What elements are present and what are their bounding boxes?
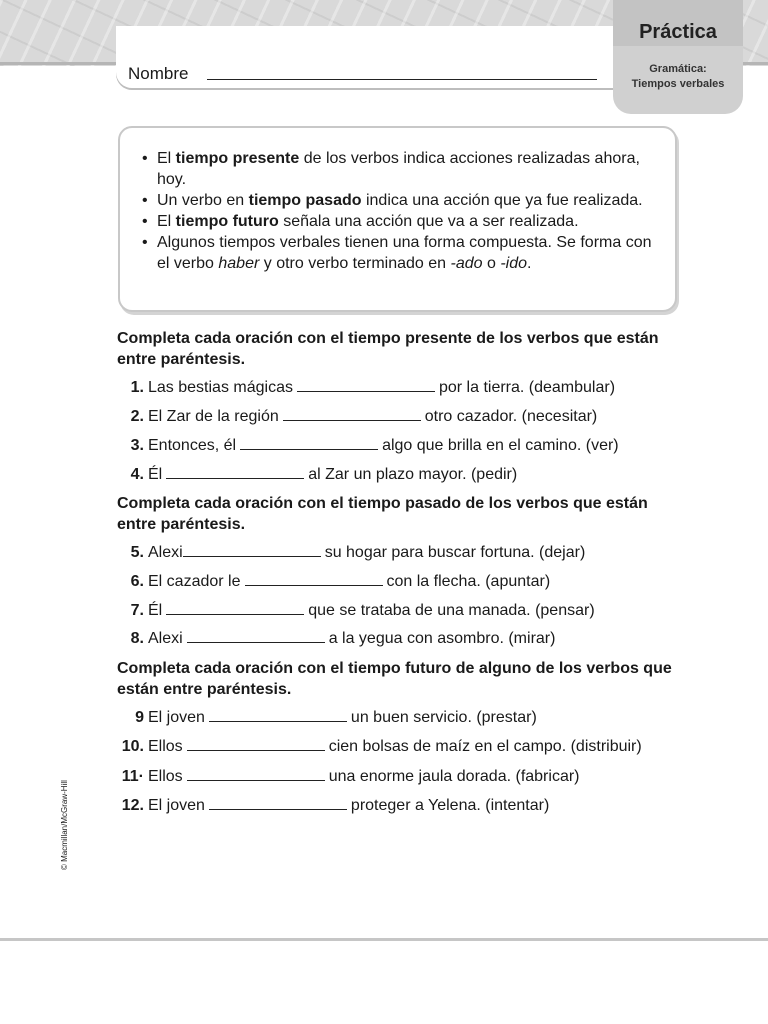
exercise-10: 10. Ellos cien bolsas de maíz en el campo. (distribuir) [121,738,642,755]
exercise-12: 12. El joven proteger a Yelena. (intentar) [121,797,550,814]
answer-blank[interactable] [187,749,325,751]
exercise-9: 9 El joven un buen servicio. (prestar) [135,709,537,726]
exercise-8: 8. Alexi a la yegua con asombro. (mirar) [130,630,556,647]
exercise-3: 3. Entonces, él algo que brilla en el camino. (ver) [130,437,619,454]
answer-blank[interactable] [183,555,321,557]
tab-title: Práctica [613,0,743,46]
name-field-line[interactable] [207,79,597,80]
name-label: Nombre [128,64,189,83]
bullet-compound: • Algunos tiempos verbales tienen una forma compuesta. Se forma con el verbo haber y otro verbo terminado en -ado o -ido. [142,232,662,274]
bullet-future: • El tiempo futuro señala una acción que va a ser realizada. [142,211,662,232]
tab-subtitle [613,62,743,92]
answer-blank[interactable] [166,477,304,479]
tab-subtitle-line1: Gramática: [649,63,707,75]
copyright-notice: © Macmillan/McGraw-Hill [60,780,69,870]
practice-tab [613,0,743,114]
answer-blank[interactable] [209,720,347,722]
answer-blank[interactable] [209,808,347,810]
answer-blank[interactable] [283,419,421,421]
grammar-bullets [142,148,662,274]
exercise-6: 6. El cazador le con la flecha. (apuntar) [130,573,551,590]
answer-blank[interactable] [187,779,325,781]
exercise-1: 1. Las bestias mágicas por la tierra. (deambular) [130,379,616,396]
answer-blank[interactable] [297,390,435,392]
answer-blank[interactable] [240,448,378,450]
bullet-present: • El tiempo presente de los verbos indica acciones realizadas ahora, hoy. [142,148,662,190]
answer-blank[interactable] [187,641,325,643]
answer-blank[interactable] [166,613,304,615]
answer-blank[interactable] [245,584,383,586]
exercise-2: 2. El Zar de la región otro cazador. (necesitar) [130,408,598,425]
section-heading-past: Completa cada oración con el tiempo pasado de los verbos que están entre paréntesis. [117,495,648,533]
exercise-4: 4. Él al Zar un plazo mayor. (pedir) [130,466,518,483]
exercise-11: 11· Ellos una enorme jaula dorada. (fabricar) [121,768,580,785]
bottom-divider [0,938,768,941]
bullet-past: • Un verbo en tiempo pasado indica una acción que ya fue realizada. [142,190,662,211]
section-heading-future: Completa cada oración con el tiempo futuro de alguno de los verbos que están entre paréntesis. [117,660,672,698]
section-heading-present: Completa cada oración con el tiempo presente de los verbos que están entre paréntesis. [117,330,659,368]
exercise-7: 7. Él que se trataba de una manada. (pensar) [130,602,595,619]
exercise-5: 5. Alexi su hogar para buscar fortuna. (dejar) [130,544,586,561]
tab-subtitle-line2: Tiempos verbales [631,78,725,90]
